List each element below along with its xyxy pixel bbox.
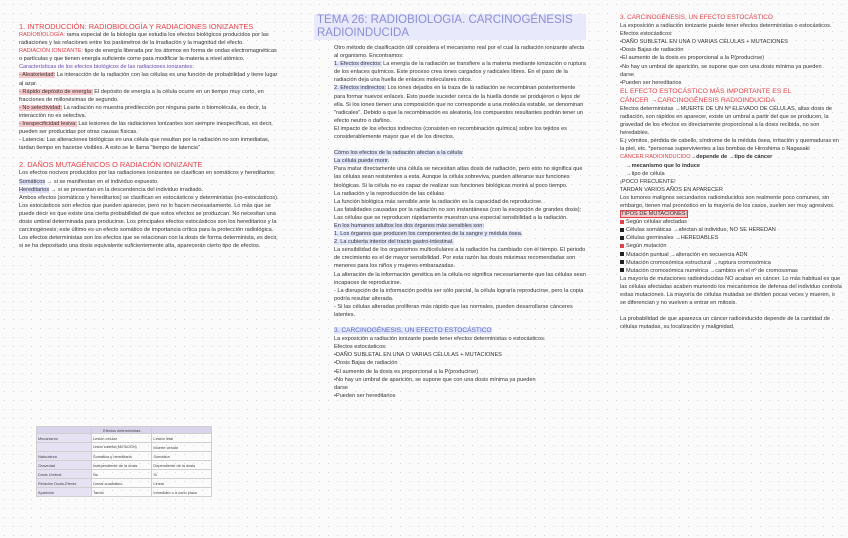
latencia: - Latencia: Las alteraciones biológicas en una célula que resultan por la radiación no son inmediatas, tardan tiempo en hacerse visibles. A esto se le llama "tiempo de latencia" xyxy=(19,137,270,152)
table-row xyxy=(37,479,212,488)
efectos-indirectos xyxy=(334,84,586,124)
mutacion-item-text: Mutación puntual →alteración en secuencia ADN xyxy=(626,251,748,258)
table-row xyxy=(37,461,212,470)
table-cell: Naturaleza xyxy=(37,452,92,461)
tumores: Los tumores malignos secundarios radioinducidos son realmente poco comunes, sin embargo, tienen mal pronóstico en la mayoría de los casos, suelen ser muy agresivos. xyxy=(620,194,835,209)
table-cell: Lesión celular xyxy=(92,434,152,443)
square-bullet-icon xyxy=(620,220,624,224)
table-cell: Independiente de la dosis xyxy=(92,461,152,470)
s3-bullet: • DAÑO SUBLETAL EN UNA O VARIAS CÉLULAS + MUTACIONES xyxy=(334,351,586,359)
table-cell: Sí xyxy=(152,470,212,479)
aleatoriedad-term: - Aleatoriedad: xyxy=(19,72,56,79)
organos-heading xyxy=(334,222,586,230)
efecto-importante-line1: EL EFECTO ESTOCÁSTICO MÁS IMPORTANTE ES EL xyxy=(620,87,792,95)
efectos-directos-text: La energía de la radiación se transfiere a la materia mediante ionización o ruptura de los enlaces químicos. Este proceso crea iones cargados y radicales libres. En el paso de la radiación deja una huella de enlaces moleculares rotos. xyxy=(334,61,586,84)
organo-2 xyxy=(334,238,586,246)
alteracion-genetica: La alteración de la información genética en la célula no significa necesariamente que las células sean incapaces de reproducirse. xyxy=(334,271,586,286)
mayoria-mutaciones: La mayoría de mutaciones radioinducidas NO acaban en cáncer. Lo más habitual es que las células afectadas acaben muriendo los mecanismos de defensa del individuo controla estas mutaciones. La mayoría de células mutadas se dividen pocas veces y mueren, o se diferencian y no vuelven a entrar en mitosis. xyxy=(620,275,842,307)
no-selectividad-text: La radiación no muestra predilección por ninguna parte o biomolécula, es decir, la interacción no es selectiva. xyxy=(19,104,267,119)
table-row xyxy=(37,443,212,452)
table-row xyxy=(37,452,212,461)
rapido-deposito-term: - Rápido depósito de energía: xyxy=(19,88,93,95)
poco-frecuente: ¡POCO FRECUENTE! xyxy=(620,178,676,185)
table-cell: Somática xyxy=(152,452,212,461)
como-afecta-heading xyxy=(334,149,586,157)
table-cell: Gravedad xyxy=(37,461,92,470)
table-row xyxy=(37,488,212,497)
tipos-mutaciones xyxy=(620,210,842,218)
mutacion-item xyxy=(620,234,842,242)
reproduccion: La radiación y la reproducción de las células xyxy=(334,190,445,197)
alteradas: - Si las células alteradas proliferan más rápido que las normales, pueden desarrollarse cánceres latentes. xyxy=(334,303,573,318)
ejemplos: E.j vómitos, pérdida de cabello, síndrome de la médula ósea, irritación y quemaduras en la piel, etc. *personas supervivientes a las bombas de Hiroshima o Nagasaki xyxy=(620,138,839,153)
table-row xyxy=(37,470,212,479)
matar-celula: Para matar directamente una célula se necesitan altas dosis de radiación, pero esto no significa que las células sean resistentes a esta. Aunque la célula sobreviva, pueden alterarse sus funciones biológicas. Si la célula no es capaz de realizar sus funciones biológicas morirá al poco tiempo. xyxy=(334,166,583,189)
efectos-directos xyxy=(334,60,586,84)
table-header-cell: Efectos deterministas xyxy=(92,427,152,434)
radiacion-ionizante-text: tipo de energía liberada por los átomos en forma de ondas electromagnéticas o partículas y que tienen energía suficiente como para modificar la materia a nivel atómico. xyxy=(19,48,277,63)
caracteristicas-heading: Características de los efectos biológicos de las radiaciones ionizantes: xyxy=(19,64,194,71)
inespecificidad xyxy=(19,120,281,136)
table-cell: Tardío xyxy=(92,488,152,497)
mutacion-item-text: Según mutación xyxy=(626,243,667,250)
table-cell: Dosis Umbral xyxy=(37,470,92,479)
table-header-row xyxy=(37,427,212,434)
s3-estocasticos: Efectos estocásticos: xyxy=(334,344,387,351)
hereditarios-text: → si se presentan en la descendencia del individuo irradiado. xyxy=(49,186,204,193)
s3-bullet: • No hay un umbral de aparición, se supone que con una dosis mínima ya pueden xyxy=(334,376,586,384)
square-bullet-icon xyxy=(620,260,624,264)
c3-bullet: • Pueden ser hereditarios xyxy=(620,79,842,87)
mutacion-item-text: Células somáticas →afectan al individuo, NO SE HEREDAN xyxy=(626,227,776,234)
funcion-sensible: La función biológica más sensible ante la radiación es la capacidad de reproducirse. xyxy=(334,198,543,205)
table-cell: Lineal xyxy=(152,479,212,488)
deterministas: Efectos deterministas →MUERTE DE UN Nº ELEVADO DE CÉLULAS, altas dosis de radiación, son rápidos en aparecer, existe un umbral a partir del que se producen, la gravedad de los efectos es directamente proporcional a la dosis recibida, no son heredables. xyxy=(620,105,832,137)
square-bullet-icon xyxy=(620,228,624,232)
clasificacion-intro: Otro método de clasificación útil considera el mecanismo real por el cual la radiación ionizante afecta al organismo. Encontramos: xyxy=(334,45,585,60)
table-cell: Aparición xyxy=(37,488,92,497)
mutacion-item xyxy=(620,242,842,250)
column-middle xyxy=(317,14,586,400)
s3-bullet: • Pueden ser hereditarios xyxy=(334,392,586,400)
radiobiologia-def xyxy=(19,31,281,47)
disrupcion: - La disrupción de la información podría ser sólo parcial, la célula lograría reproducirse, pero la copia podría resultar alterada. xyxy=(334,287,584,302)
table-header-cell xyxy=(37,427,92,434)
table-cell: Lesión subletal (MUTACIÓN) xyxy=(92,443,152,452)
organos-title-text: En los humanos adultos los dos órganos más sensibles son: xyxy=(334,222,484,229)
mutacion-item xyxy=(620,226,842,234)
square-bullet-icon xyxy=(620,244,624,248)
table-cell: Lineal cuadrático xyxy=(92,479,152,488)
hereditarios xyxy=(19,186,281,194)
efectos-indirectos-text: Los iones dejados en la traza de la radiación se recombinan posteriormente para formar nuevos enlaces. Esto puede suceder cerca de la huella donde se produjeron o lejos de ella. Si los iones tienen una composición que no corresponde a una molécula estable, se denominan "radicales". Debido a que la recombinación es aleatoria, los compuestos resultantes podrán tener un efecto neutro o dañino. xyxy=(334,85,584,124)
aleatoriedad xyxy=(19,71,281,87)
efectos-directos-term: 1. Efectos directos: xyxy=(334,61,382,68)
table-cell: Somática y hereditaria xyxy=(92,452,152,461)
somaticos-text: → si se manifiestan en el individuo expuesto. xyxy=(45,178,159,185)
c3-bullet: • Dosis Bajas de radiación xyxy=(620,46,842,54)
section-3-heading-mid xyxy=(334,327,586,335)
table-cell: Muerte celular xyxy=(152,443,212,452)
mutacion-item xyxy=(620,218,842,226)
cancer-radioinducido xyxy=(620,153,842,161)
cancer-text: →depende de →tipo de cáncer xyxy=(690,154,773,161)
como-afecta-text: Cómo los efectos de la radiación afectan a la célula: xyxy=(334,150,464,157)
section-1-heading: 1. INTRODUCCIÓN: RADIOBIOLOGÍA Y RADIACIONES IONIZANTES xyxy=(19,22,254,31)
table-header-cell xyxy=(152,427,212,434)
table-cell: No xyxy=(92,470,152,479)
section-2-intro: Los efectos nocivos producidos por las radiaciones ionizantes se clasifican en somáticos y hereditarios: xyxy=(19,170,276,177)
estocasticos-paragraph: Los estocásticos son efectos que pueden aparecer, pero no lo hacen necesariamente. Lo más que se puede decir es que existe una cierta probabilidad de que estos efectos se produzcan. No necesitan una dosis umbral determinada para producirse. Los principales efectos estocásticos son los hereditarios y la carcinogénesis; este último es un efecto somático de importancia crítica para la protección radiológica. xyxy=(19,202,277,234)
efectos-table xyxy=(36,426,212,497)
inespecificidad-text: Las lesiones de las radiaciones ionizantes son siempre inespecíficas, es decir, pueden ser producidas por otras causas físicas. xyxy=(19,121,273,136)
ambos-efectos: Ambos efectos (somáticos y hereditarios) se clasifican en estocásticos y deterministas (no-estocásticos). xyxy=(19,194,279,201)
c3-intro: La exposición a radiación ionizante puede tener efectos deterministas o estocásticos. xyxy=(620,23,832,30)
page-title: TEMA 26: RADIOBIOLOGIA. CARCINOGÉNESIS RADIOINDUCIDA xyxy=(314,14,586,40)
section-2-heading: 2. DAÑOS MUTAGÉNICOS O RADIACIÓN IONIZANTE xyxy=(19,160,203,170)
table-cell: Mecanismo xyxy=(37,434,92,443)
table-cell xyxy=(37,443,92,452)
somaticos xyxy=(19,178,281,186)
s3-bullet-cont: darse xyxy=(334,384,348,391)
s3-intro: La exposición a radiación ionizante puede tener efectos deterministas o estocásticos. xyxy=(334,336,546,343)
c3-bullet: • No hay un umbral de aparición, se supone que con una dosis mínima ya pueden xyxy=(620,63,842,71)
c3-bullet: • El aumento de la dosis es proporcional a la P(producirse) xyxy=(620,54,842,62)
deterministas-paragraph: Los efectos deterministas son los efectos que se relacionan con la dosis de forma determinista, es decir, si se ha depositado una dosis equivalente suficientemente alta, aparecerán cierto tipo de efectos. xyxy=(19,235,278,250)
rapido-deposito xyxy=(19,88,281,104)
c3-bullet: • DAÑO SUBLETAL EN UNA O VARIAS CÉLULAS + MUTACIONES xyxy=(620,38,842,46)
somaticos-term: Somáticos xyxy=(19,178,46,185)
cancer-mecanismo-text: →mecanismo que lo induce xyxy=(626,162,700,169)
mutacion-item xyxy=(620,251,842,259)
table-cell: Relación Dosis-Efecto xyxy=(37,479,92,488)
probabilidad-cancer: La probabilidad de que aparezca un cáncer radioinducido depende de la cantidad de células mutadas, su localización y malignidad. xyxy=(620,316,830,331)
mutacion-item xyxy=(620,259,842,267)
s3-bullet: • El aumento de la dosis es proporcional a la P(producirse) xyxy=(334,368,586,376)
table-cell: Dependiente de la dosis xyxy=(152,461,212,470)
column-left xyxy=(19,22,281,250)
radiobiologia-text: rama especial de la biología que estudia los efectos biológicos producidos por las radiaciones y las relaciones entre los parámetros de la irradiación y la magnitud del efecto. xyxy=(19,32,269,47)
section-3-heading-text: 3. CARCINOGÉNESIS, UN EFECTO ESTOCÁSTICO xyxy=(334,327,492,335)
section-3-heading: 3. CARCINOGÉNESIS, UN EFECTO ESTOCÁSTICO xyxy=(620,14,773,21)
mutacion-item-text: Según células afectadas xyxy=(626,219,687,226)
radiacion-ionizante-def xyxy=(19,47,281,63)
square-bullet-icon xyxy=(620,236,624,240)
square-bullet-icon xyxy=(620,252,624,256)
c3-bullet-cont: darse xyxy=(620,71,634,78)
table-row xyxy=(37,434,212,443)
efecto-importante-line2: CÁNCER →CARCINOGÉNESIS RADIOINDUCIDA xyxy=(620,96,776,104)
tardan: TARDAN VARIOS AÑOS EN APARECER xyxy=(620,186,723,193)
no-selectividad-term: - No selectividad: xyxy=(19,104,62,111)
square-bullet-icon xyxy=(620,268,624,272)
table-cell: Lesión letal xyxy=(152,434,212,443)
organo-1 xyxy=(334,230,586,238)
mutacion-item-text: Mutación cromosómica estructural →ruptura cromosómica xyxy=(626,259,771,266)
hereditarios-term: Hereditarios xyxy=(19,186,50,193)
rapido-deposito-text: El depósito de energía a la célula ocurre en un tiempo muy corto, en fracciones de millonésimas de segundo. xyxy=(19,88,264,103)
no-selectividad xyxy=(19,104,281,120)
tipos-mutaciones-text: TIPOS DE MUTACIONES: xyxy=(621,211,688,218)
mutacion-item xyxy=(620,267,842,275)
celula-muere-text: La célula puede morir. xyxy=(334,158,390,165)
inespecificidad-term: - Inespecificidad lesiva: xyxy=(19,121,77,128)
organo-2-text: 2. La cubierta interior del tracto gastro-intestinal. xyxy=(334,239,454,246)
radiobiologia-term: RADIOBIOLOGÍA: xyxy=(19,32,66,38)
mutacion-item-text: Mutación cromosómica numérica →cambios en el nº de cromosomas xyxy=(626,267,798,274)
mutacion-item-text: Células germinales →HEREDABLES xyxy=(626,235,719,242)
organo-1-text: 1. Los órganos que producen los componentes de la sangre y médula ósea. xyxy=(334,231,523,238)
impacto-indirectos: El impacto de los efectos indirectos (consisten en recombinación química) sobre los tejidos es considerablemente mayor que el de los directos. xyxy=(334,125,567,141)
fatalidades: Las fatalidades causadas por la radiación no son instantáneas (con la excepción de grandes dosis): Las células que se reproducen rápidamente muestran una especial sensibilidad a la radiación. xyxy=(334,206,582,221)
efectos-indirectos-term: 2. Efectos indirectos: xyxy=(334,85,386,92)
sensibilidad: La sensibilidad de los organismos multicelulares a la radiación ha cambiado con el tiempo. El periodo de crecimiento es el de mayor sensibilidad. Por esta razón las dosis máximas recomendadas son menores para los niños y mujeres embarazadas. xyxy=(334,247,586,270)
celula-muere xyxy=(334,157,586,165)
s3-bullet: • Dosis Bajas de radiación xyxy=(334,359,586,367)
aleatoriedad-text: La interacción de la radiación con las células es una función de probabilidad y tiene lugar al azar. xyxy=(19,72,278,87)
cancer-term: CÁNCER RADIOINDUCIDO xyxy=(620,154,691,161)
c3-estocasticos: Efectos estocásticos: xyxy=(620,31,673,38)
radiacion-ionizante-term: RADIACIÓN IONIZANTE: xyxy=(19,48,84,55)
cancer-mecanismo xyxy=(620,162,842,170)
table-cell: Inmediato o a corto plazo xyxy=(152,488,212,497)
cancer-tipo-celula: →tipo de célula xyxy=(626,170,665,177)
column-right xyxy=(620,14,842,331)
